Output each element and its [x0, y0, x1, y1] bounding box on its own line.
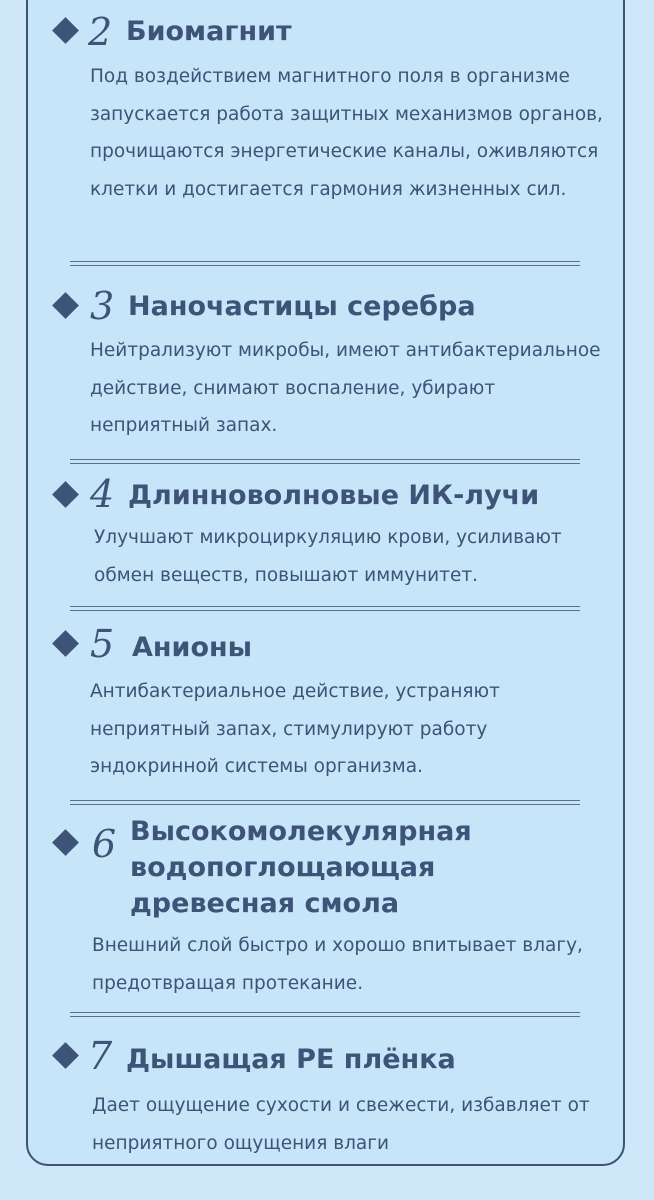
- feature-number: 7: [88, 1034, 113, 1078]
- diamond-bullet-icon: [52, 292, 79, 319]
- feature-number: 3: [90, 284, 115, 328]
- feature-number: 6: [92, 822, 117, 866]
- feature-description: Улучшают микроциркуляцию крови, усиливают обмен веществ, повышают иммунитет.: [94, 527, 562, 586]
- feature-number: 2: [88, 10, 113, 54]
- feature-title: Биомагнит: [126, 16, 292, 47]
- section-divider: [70, 1012, 580, 1017]
- diamond-bullet-icon: [52, 481, 79, 508]
- feature-description: Нейтрализуют микробы, имеют антибактериальное действие, снимают воспаление, убирают неприятный запах.: [90, 340, 601, 436]
- feature-number: 5: [90, 622, 115, 666]
- feature-description: Антибактериальное действие, устраняют неприятный запах, стимулируют работу эндокринной системы организма.: [90, 681, 500, 777]
- feature-title: Наночастицы серебра: [128, 291, 476, 322]
- diamond-bullet-icon: [52, 829, 79, 856]
- feature-title: Длинноволновые ИК-лучи: [128, 480, 540, 511]
- feature-description: Под воздействием магнитного поля в организме запускается работа защитных механизмов органов, прочищаются энергетические каналы, оживляются клетки и достигается гармония жизненных сил.: [90, 66, 603, 200]
- feature-title: Дышащая PE плёнка: [126, 1044, 456, 1075]
- feature-description: Внешний слой быстро и хорошо впитывает влагу, предотвращая протекание.: [92, 935, 583, 994]
- diamond-bullet-icon: [52, 17, 79, 44]
- features-card: [26, 0, 625, 1166]
- section-divider: [70, 459, 580, 464]
- feature-number: 4: [90, 472, 115, 516]
- feature-title: Высокомолекулярная водопоглощающая древесная смола: [130, 816, 472, 919]
- diamond-bullet-icon: [52, 630, 79, 657]
- section-divider: [70, 261, 580, 266]
- section-divider: [70, 606, 580, 611]
- feature-description: Дает ощущение сухости и свежести, избавляет от неприятного ощущения влаги: [92, 1095, 590, 1154]
- feature-title: Анионы: [132, 632, 253, 663]
- diamond-bullet-icon: [52, 1042, 79, 1069]
- section-divider: [70, 800, 580, 805]
